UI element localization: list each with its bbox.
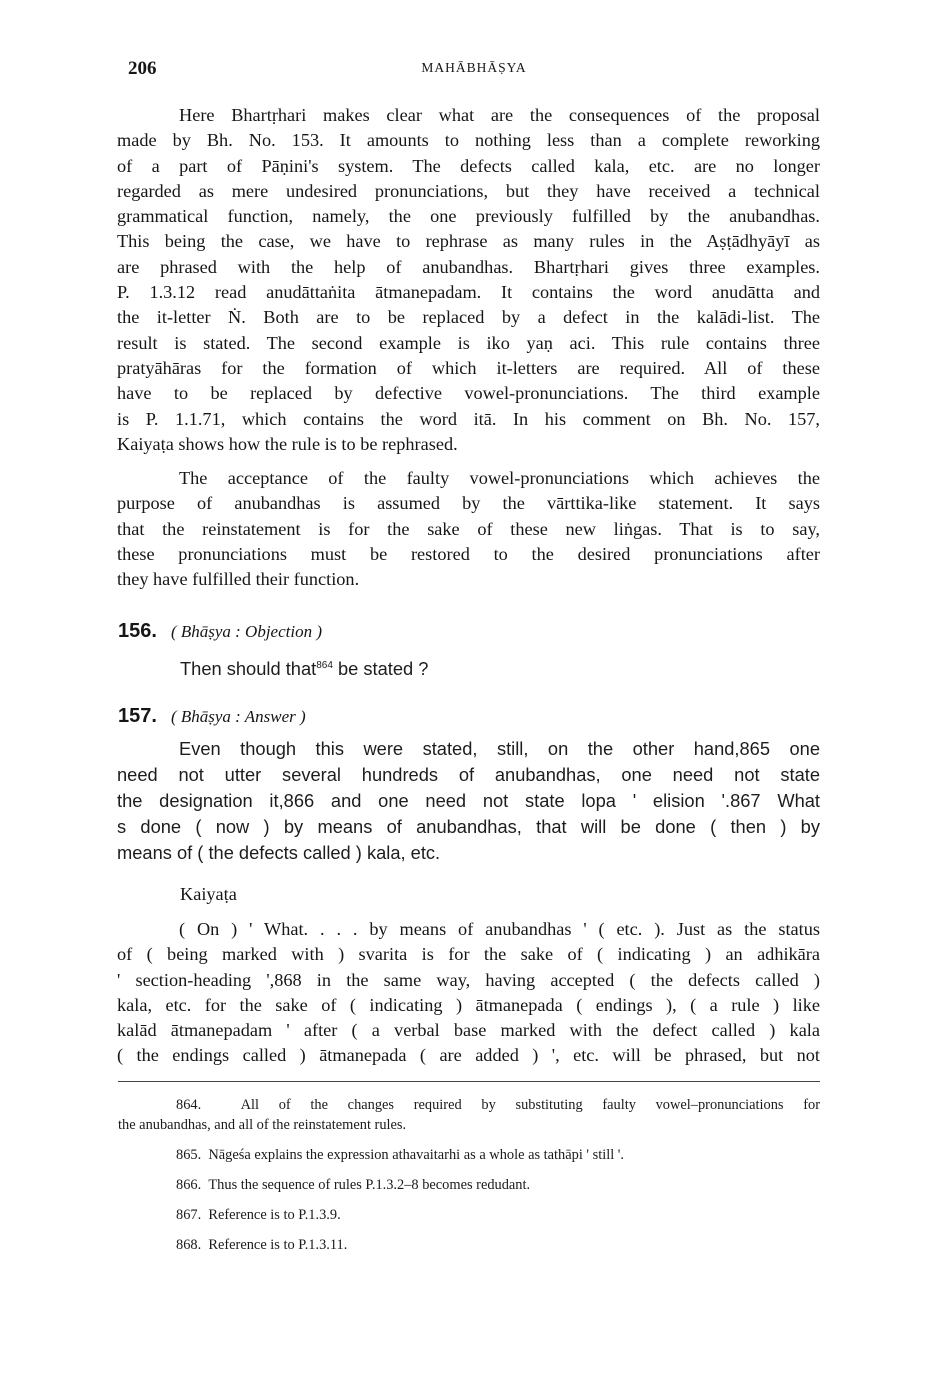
bhasya-line: means of ( the defects called ) kala, etc. <box>117 842 441 863</box>
paragraph-2 <box>117 466 820 592</box>
paragraph-line: the it-letter Ṅ. Both are to be replaced by a defect in the kalādi-list. The <box>117 307 820 328</box>
bhasya-line: s done ( now ) by means of anubandhas, that will be done ( then ) by <box>117 816 820 837</box>
footnote-867 <box>176 1205 820 1225</box>
paragraph-line: This being the case, we have to rephrase as many rules in the Aṣṭādhyāyī as <box>117 231 820 252</box>
kaiyata-text <box>117 917 820 1069</box>
kaiyata-line: ( the endings called ) ātmanepada ( are added ) ', etc. will be phrased, but not <box>117 1045 820 1066</box>
paragraph-line: The acceptance of the faulty vowel-pronunciations which achieves the <box>179 468 820 488</box>
paragraph-line: these pronunciations must be restored to the desired pronunciations after <box>117 543 820 564</box>
section-156-heading <box>118 620 322 643</box>
paragraph-line: grammatical function, namely, the one previously fulfilled by the anubandhas. <box>117 206 820 227</box>
paragraph-line: of a part of Pāṇini's system. The defects called kala, etc. are no longer <box>117 155 820 176</box>
footnote-line: Reference is to P.1.3.11. <box>208 1237 348 1253</box>
bhasya-line: Even though this were stated, still, on the other hand,865 one <box>179 738 820 759</box>
footnote-number: 868. <box>176 1237 202 1253</box>
paragraph-line: have to be replaced by defective vowel-pronunciations. The third example <box>117 383 820 404</box>
kaiyata-line: ( On ) ' What. . . . by means of anubandhas ' ( etc. ). Just as the status <box>179 919 820 939</box>
bhasya-text: be stated ? <box>332 658 429 680</box>
footnote-divider <box>118 1081 820 1082</box>
footnote-number: 866. <box>176 1177 202 1193</box>
footnote-line: Nāgeśa explains the expression athavaitarhi as a whole as tathāpi ' still '. <box>208 1147 624 1163</box>
paragraph-line: regarded as mere undesired pronunciations, but they have received a technical <box>117 180 820 201</box>
footnote-line: the anubandhas, and all of the reinstatement rules. <box>118 1117 407 1133</box>
section-157-text <box>117 736 820 866</box>
section-label: ( Bhāṣya : Answer ) <box>170 707 306 726</box>
paragraph-line: is P. 1.1.71, which contains the word itā. In his comment on Bh. No. 157, <box>117 408 820 429</box>
paragraph-line: Here Bhartṛhari makes clear what are the consequences of the proposal <box>179 105 820 125</box>
footnote-number: 865. <box>176 1147 202 1163</box>
paragraph-line: that the reinstatement is for the sake of these new liṅgas. That is to say, <box>117 518 820 539</box>
section-157-heading <box>118 705 306 728</box>
bhasya-text: Then should that <box>180 658 317 680</box>
footnote-868 <box>176 1235 820 1255</box>
paragraph-line: purpose of anubandhas is assumed by the vārttika-like statement. It says <box>117 493 820 514</box>
bhasya-line: the designation it,866 and one need not state lopa ' elision '.867 What <box>117 790 820 811</box>
kaiyata-line: kalād ātmanepadam ' after ( a verbal base marked with the defect called ) kala <box>117 1020 820 1041</box>
footnote-number: 867. <box>176 1207 202 1223</box>
paragraph-line: made by Bh. No. 153. It amounts to nothing less than a complete reworking <box>117 130 820 151</box>
bhasya-line: need not utter several hundreds of anubandhas, one need not state <box>117 764 820 785</box>
footnote-line: Thus the sequence of rules P.1.3.2–8 becomes redudant. <box>208 1177 531 1193</box>
running-title: MAHĀBHĀṢYA <box>421 60 527 75</box>
kaiyata-line: of ( being marked with ) svarita is for the sake of ( indicating ) an adhikāra <box>117 944 820 965</box>
section-number: 157. <box>118 705 157 727</box>
paragraph-1 <box>117 103 820 457</box>
page-number: 206 <box>128 58 157 79</box>
paragraph-line: pratyāhāras for the formation of which it-letters are required. All of these <box>117 357 820 378</box>
footnote-864 <box>118 1095 820 1135</box>
kaiyata-line: ' section-heading ',868 in the same way, having accepted ( the defects called ) <box>117 969 820 990</box>
footnote-line: All of the changes required by substituting faulty vowel–pronunciations for <box>240 1097 820 1113</box>
kaiyata-heading: Kaiyaṭa <box>180 884 237 904</box>
footnote-line: Reference is to P.1.3.9. <box>208 1207 341 1223</box>
paragraph-line: result is stated. The second example is iko yaṇ aci. This rule contains three <box>117 332 820 353</box>
footnote-ref: 864 <box>316 660 333 671</box>
footnote-number: 864. <box>176 1097 202 1113</box>
footnote-865 <box>176 1145 820 1165</box>
page-header <box>128 58 820 82</box>
footnote-866 <box>176 1175 820 1195</box>
section-label: ( Bhāṣya : Objection ) <box>170 622 323 641</box>
section-number: 156. <box>118 620 157 642</box>
kaiyata-line: kala, etc. for the sake of ( indicating ) ātmanepada ( endings ), ( a rule ) like <box>117 994 820 1015</box>
paragraph-line: are phrased with the help of anubandhas. Bhartṛhari gives three examples. <box>117 256 820 277</box>
paragraph-line: P. 1.3.12 read anudāttaṅita ātmanepadam. It contains the word anudātta and <box>117 282 820 303</box>
paragraph-line: they have fulfilled their function. <box>117 569 360 590</box>
paragraph-line: Kaiyaṭa shows how the rule is to be rephrased. <box>117 433 458 454</box>
section-156-text <box>180 653 820 682</box>
